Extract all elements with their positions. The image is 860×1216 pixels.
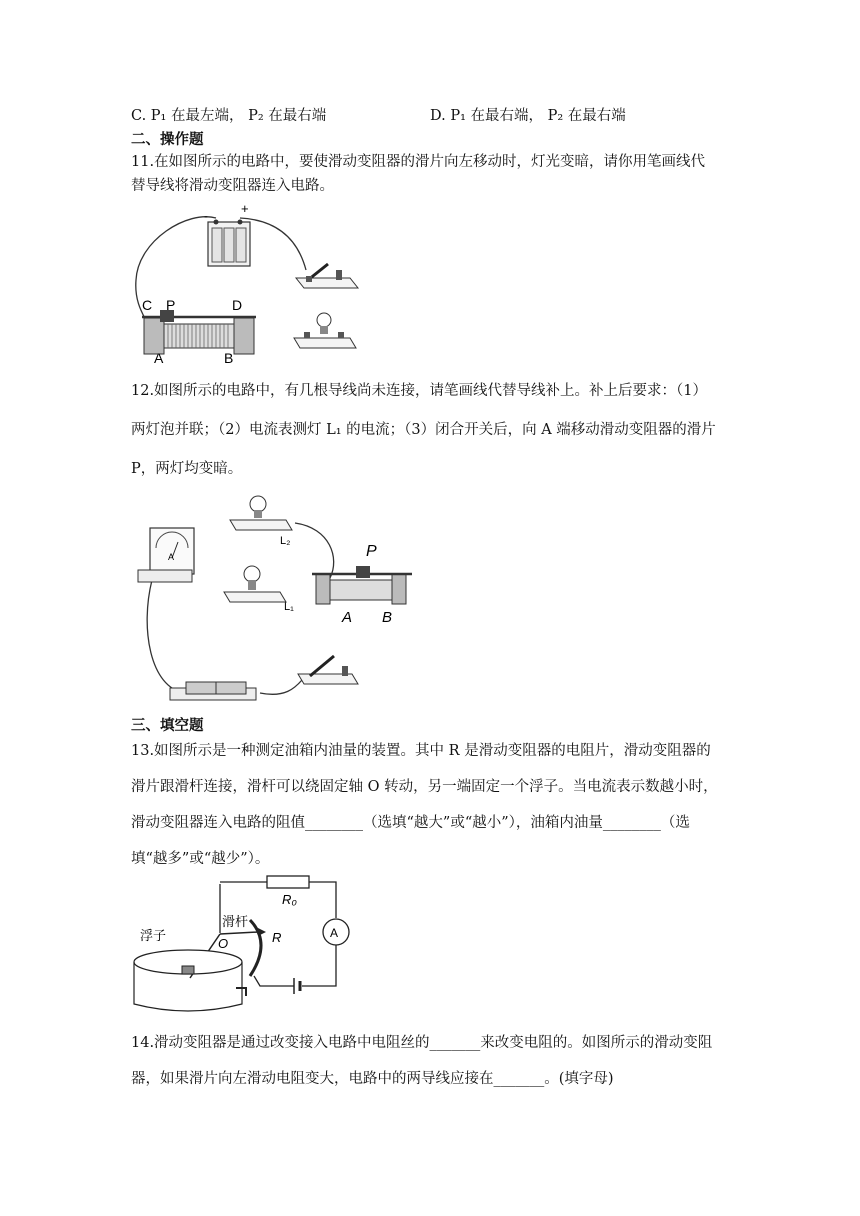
label-p: P — [366, 543, 377, 560]
rheostat-icon — [312, 566, 412, 604]
light-bulb-icon — [294, 313, 356, 348]
label-b: B — [224, 350, 234, 365]
label-float: 浮子 — [140, 928, 167, 943]
option-c: C. P₁ 在最左端， P₂ 在最右端 — [131, 108, 327, 124]
battery-icon — [208, 220, 250, 267]
label-p: P — [166, 297, 176, 313]
battery-icon — [170, 682, 256, 700]
label-o: O — [218, 936, 229, 951]
section-heading-fill: 三、填空题 — [131, 717, 204, 734]
label-b: B — [382, 609, 393, 626]
label-d: D — [232, 297, 243, 313]
q13-text-line1: 13.如图所示是一种测定油箱内油量的装置。其中 R 是滑动变阻器的电阻片，滑动变阻器的 — [131, 743, 711, 759]
label-l2: L₂ — [280, 535, 291, 547]
q13-text-line2: 滑片跟滑杆连接，滑杆可以绕固定轴 O 转动，另一端固定一个浮子。当电流表示数越小时， — [131, 779, 718, 795]
q12-text-line1: 12.如图所示的电路中，有几根导线尚未连接，请笔画线代替导线补上。补上后要求：（1） — [131, 383, 708, 399]
battery-plus-label: + — [241, 201, 249, 216]
float-icon — [182, 966, 194, 974]
resistor-arc-r — [250, 920, 261, 976]
q11-text-line1: 11.在如图所示的电路中，要使滑动变阻器的滑片向左移动时，灯光变暗，请你用笔画线代 — [131, 154, 706, 170]
q12-text-line3: P，两灯均变暗。 — [131, 461, 243, 477]
label-r: R — [272, 930, 282, 945]
rheostat-icon — [142, 310, 256, 354]
q13-oil-gauge-figure — [132, 868, 372, 1018]
tap-icon — [236, 988, 246, 996]
q14-text-line2: 器，如果滑片向左滑动电阻变大，电路中的两导线应接在_______。(填字母) — [131, 1071, 614, 1087]
q12-circuit-figure — [130, 488, 430, 710]
ammeter-symbol: A — [168, 552, 175, 562]
label-a: A — [154, 350, 164, 365]
ammeter-icon — [138, 528, 194, 582]
ammeter-symbol: A — [330, 926, 339, 940]
q13-text-line4: 填“越多”或“越少”）。 — [131, 851, 270, 867]
option-d: D. P₁ 在最右端， P₂ 在最右端 — [430, 108, 626, 124]
q14-text-line1: 14.滑动变阻器是通过改变接入电路中电阻丝的_______来改变电阻的。如图所示的滑动变阻 — [131, 1035, 713, 1051]
light-bulb-l2-icon — [230, 496, 292, 530]
label-rod: 滑杆 — [222, 914, 249, 929]
label-c: C — [142, 297, 153, 313]
label-a: A — [342, 609, 353, 626]
label-r0: R₀ — [282, 892, 297, 907]
light-bulb-l1-icon — [224, 566, 286, 602]
q11-circuit-figure — [128, 200, 368, 365]
knife-switch-icon — [298, 656, 358, 684]
battery-minus-label: - — [204, 209, 208, 223]
q13-text-line3: 滑动变阻器连入电路的阻值________（选填“越大”或“越小”），油箱内油量________（选 — [131, 815, 690, 831]
section-heading-operation: 二、操作题 — [131, 131, 204, 148]
resistor-r0-icon — [267, 876, 309, 888]
q12-text-line2: 两灯泡并联；（2）电流表测灯 L₁ 的电流；（3）闭合开关后，向 A 端移动滑动变阻器的滑片 — [131, 422, 716, 438]
q11-text-line2: 替导线将滑动变阻器连入电路。 — [131, 178, 334, 194]
label-l1: L₁ — [284, 601, 294, 613]
